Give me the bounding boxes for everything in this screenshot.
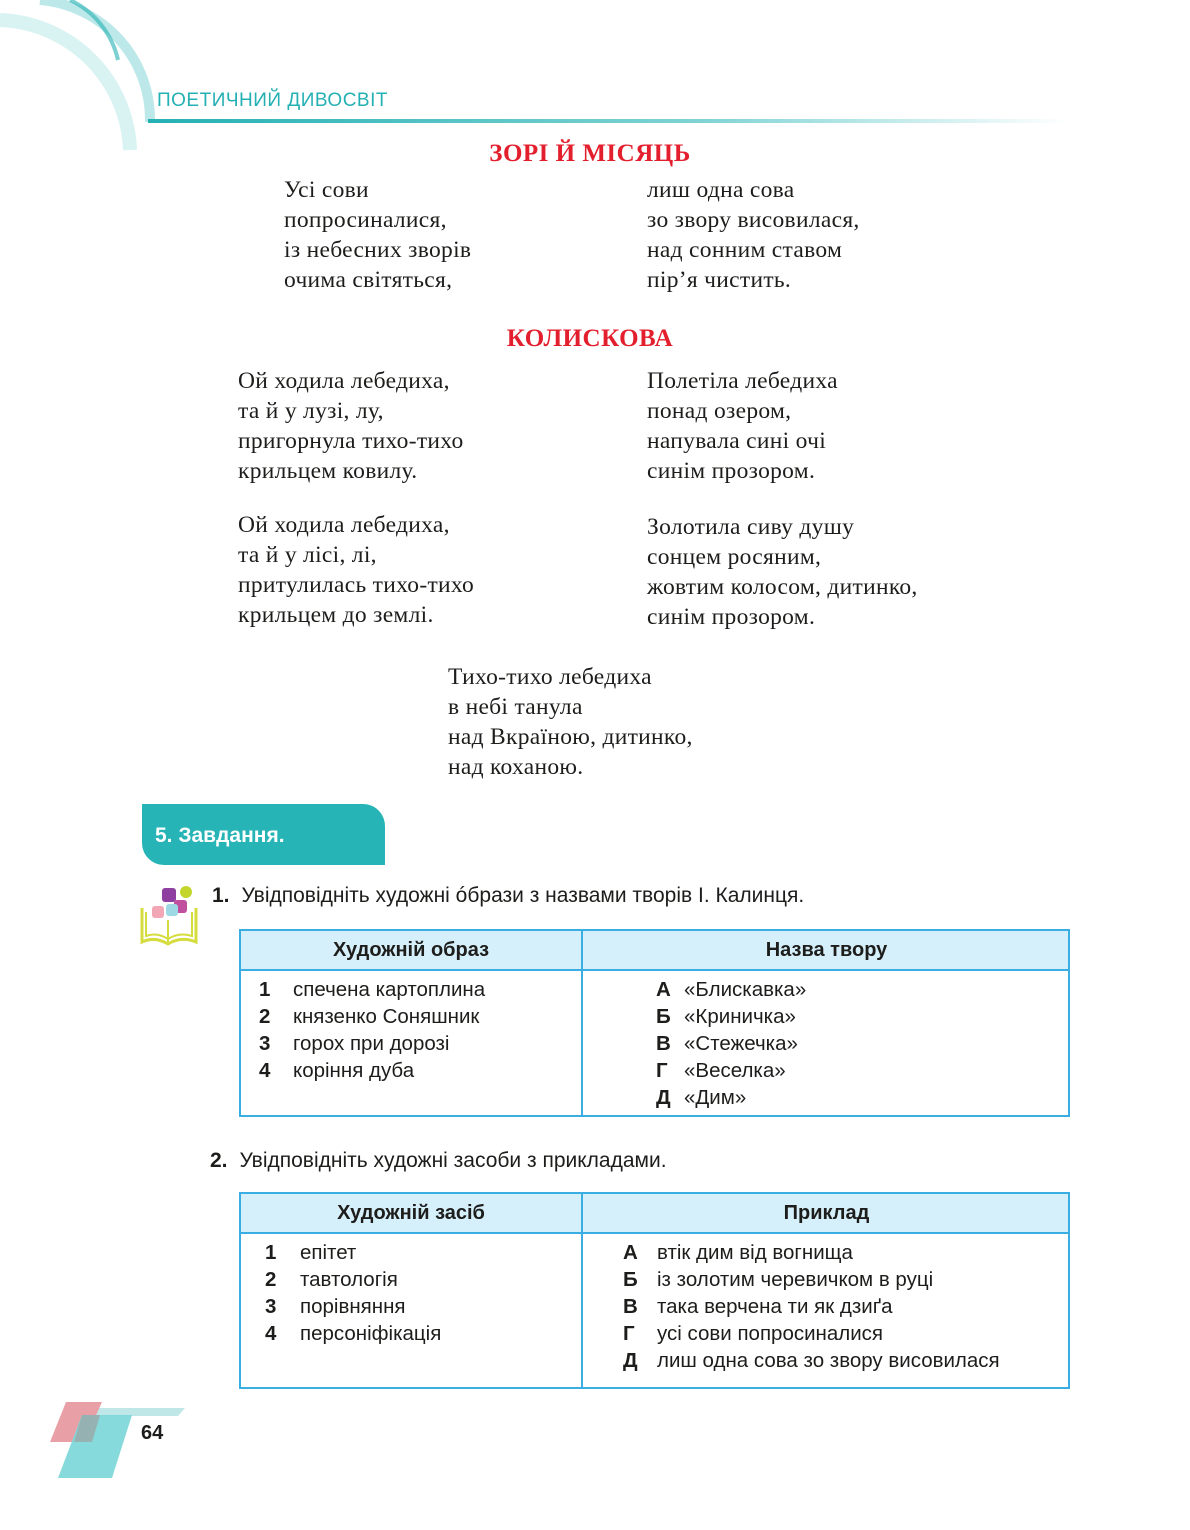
table-header — [241, 1194, 1068, 1234]
poem-line: із небесних зворів — [284, 237, 472, 263]
poem-stanza — [647, 366, 838, 486]
poem-title: КОЛИСКОВА — [506, 325, 674, 352]
left-column-list — [265, 1239, 441, 1347]
poem-line: очима світяться, — [284, 267, 453, 293]
poem-stanza — [647, 512, 918, 632]
list-item: 1 спечена картоплина — [259, 978, 486, 1001]
poem-line: над Вкраїною, дитинко, — [448, 724, 693, 750]
poem-stanza — [238, 510, 474, 630]
column-header: Художній засіб — [337, 1202, 485, 1224]
poem-line: жовтим колосом, дитинко, — [647, 574, 918, 600]
list-item: Д «Дим» — [656, 1086, 747, 1109]
task-banner-label: 5. Завдання. — [155, 824, 285, 847]
page-number: 64 — [141, 1422, 164, 1444]
poem-line: лиш одна сова — [647, 177, 795, 203]
poem-line: напувала сині очі — [647, 428, 827, 454]
right-column-list — [623, 1239, 1000, 1374]
poem-line: Ой ходила лебедиха, — [238, 368, 450, 394]
footer-decoration — [0, 1400, 200, 1490]
list-item: 4 коріння дуба — [259, 1059, 415, 1082]
task-banner — [142, 804, 385, 865]
poem-line: пригорнула тихо-тихо — [238, 428, 464, 454]
poem-line: синім прозором. — [647, 458, 816, 484]
poem-line: в небі танула — [448, 694, 583, 720]
poem-line: Полетіла лебедиха — [647, 368, 838, 394]
matching-table-2 — [239, 1192, 1070, 1389]
poem-line: та й у лузі, лу, — [238, 398, 384, 424]
list-item: А втік дим від вогнища — [623, 1241, 853, 1264]
poem-line: та й у лісі, лі, — [238, 542, 377, 568]
poem-line: Тихо-тихо лебедиха — [448, 664, 652, 690]
question-number: 2. — [210, 1149, 228, 1172]
poem-line: над коханою. — [448, 754, 584, 780]
list-item: А «Блискавка» — [656, 978, 807, 1001]
poem-stanza — [238, 366, 464, 486]
poem-stanza-right — [647, 175, 860, 295]
poem-line: попросиналися, — [284, 207, 447, 233]
question-1 — [212, 884, 804, 908]
poem-stanza — [448, 662, 693, 782]
list-item: Д лиш одна сова зо звору висовилася — [623, 1349, 1000, 1372]
column-divider — [581, 931, 583, 1115]
list-item: В така верчена ти як дзиґа — [623, 1295, 893, 1318]
right-column-list — [656, 976, 806, 1111]
poem-line: Ой ходила лебедиха, — [238, 512, 450, 538]
poem-line: крильцем ковилу. — [238, 458, 418, 484]
poem-line: притулилась тихо-тихо — [238, 572, 475, 598]
column-header: Назва твору — [765, 939, 888, 961]
question-number: 1. — [212, 884, 230, 907]
question-text: Увідповідніть художні óбрази з назвами творів І. Калинця. — [241, 884, 805, 907]
left-column-list — [259, 976, 485, 1084]
poem-line: синім прозором. — [647, 604, 816, 630]
section-header: ПОЕТИЧНИЙ ДИВОСВІТ — [157, 90, 388, 111]
column-divider — [581, 1194, 583, 1387]
column-header: Художній образ — [332, 939, 490, 961]
column-header: Приклад — [783, 1202, 870, 1224]
list-item: В «Стежечка» — [656, 1032, 798, 1055]
poem-line: Усі сови — [284, 177, 369, 203]
list-item: 3 порівняння — [265, 1295, 406, 1318]
list-item: 1 епітет — [265, 1241, 357, 1264]
poem-stanza-left — [284, 175, 471, 295]
list-item: 3 горох при дорозі — [259, 1032, 450, 1055]
list-item: 4 персоніфікація — [265, 1322, 442, 1345]
book-icon — [138, 884, 200, 948]
list-item: Б із золотим черевичком в руці — [623, 1268, 934, 1291]
question-text: Увідповідніть художні засоби з прикладами. — [239, 1149, 667, 1172]
poem-title: ЗОРІ Й МІСЯЦЬ — [489, 140, 691, 167]
poem-line: Золотила сиву душу — [647, 514, 855, 540]
list-item: 2 князенко Соняшник — [259, 1005, 480, 1028]
poem-line: пір’я чистить. — [647, 267, 792, 293]
matching-table-1 — [239, 929, 1070, 1117]
question-2 — [210, 1149, 667, 1173]
poem-line: над сонним ставом — [647, 237, 843, 263]
poem-line: крильцем до землі. — [238, 602, 434, 628]
list-item: Б «Криничка» — [656, 1005, 796, 1028]
table-header — [241, 931, 1068, 971]
poem-line: зо звору висовилася, — [647, 207, 860, 233]
list-item: 2 тавтологія — [265, 1268, 398, 1291]
header-decoration — [0, 0, 1190, 160]
poem-line: понад озером, — [647, 398, 792, 424]
poem-line: сонцем росяним, — [647, 544, 822, 570]
list-item: Г усі сови попросиналися — [623, 1322, 884, 1345]
list-item: Г «Веселка» — [656, 1059, 786, 1082]
